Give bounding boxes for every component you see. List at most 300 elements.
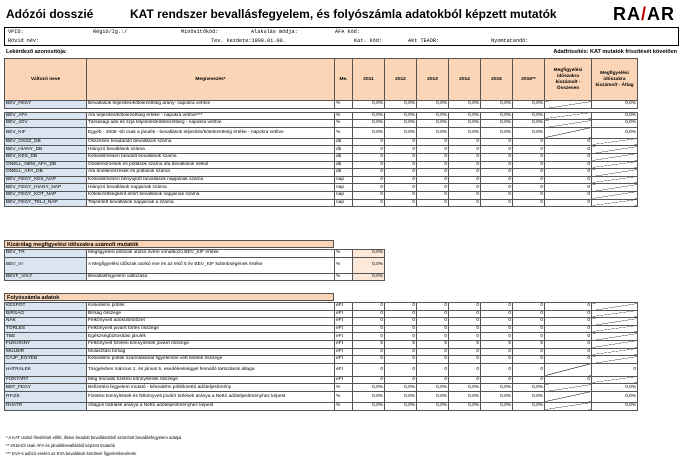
row-avg-na (592, 138, 638, 146)
row-avg-na (592, 325, 638, 333)
row-sum: 0 (545, 318, 592, 326)
row-value: 0 (481, 138, 513, 146)
row-code: BEVF_VALT (5, 273, 87, 281)
row-value: 0,0% (449, 120, 481, 128)
row-value: 0 (513, 363, 545, 376)
table-row (5, 176, 638, 184)
row-value: 0,0% (353, 273, 385, 281)
row-code: ONELL_AFA_DB (5, 169, 87, 177)
row-code: CAJF_EGYEB (5, 356, 87, 364)
row-value: 0 (353, 325, 385, 333)
row-value: 0,0% (385, 384, 417, 392)
footnote: *** EVA-s adózó esetén az EVA bevallások kerülnek figyelembevételre (6, 451, 137, 456)
row-name: Mulasztási bírság (87, 348, 335, 356)
row-avg-na (592, 340, 638, 348)
row-value: 0 (449, 161, 481, 169)
row-unit: % (335, 402, 353, 410)
row-value: 0 (481, 363, 513, 376)
row-value: 0 (513, 348, 545, 356)
table-row (5, 161, 638, 169)
row-unit: nap (335, 184, 353, 192)
row-name: Kötelezettségként előírt bevallások napjainak száma (87, 191, 335, 199)
row-sum: 0 (545, 153, 592, 161)
row-avg-na (592, 146, 638, 154)
row-unit: eFt (335, 348, 353, 356)
row-value: 0 (513, 176, 545, 184)
row-value: 0,0% (385, 120, 417, 128)
info-start-date: Tev. kezdete:1900.01.00. (211, 38, 286, 44)
info-printable: Nyomtatandó: (491, 38, 529, 44)
row-value: 0,0% (513, 101, 545, 109)
row-avg-na (592, 348, 638, 356)
row-value: 0,0% (481, 112, 513, 120)
row-name: Áfa teljesítés/kötelezettség értéke - napokra vetítve*** (87, 112, 335, 120)
row-value: 0,0% (481, 101, 513, 109)
row-value: 0 (481, 376, 513, 384)
row-code: BEV_VI (5, 257, 87, 273)
row-value: 0 (481, 161, 513, 169)
row-value: 0 (513, 184, 545, 192)
row-value: 0 (481, 191, 513, 199)
row-value: 0,0% (449, 127, 481, 138)
row-value: 0 (353, 199, 385, 207)
row-value: 0 (353, 153, 385, 161)
row-name: Befizetési fegyelem mutató - késedelmi pótléknettó adóteljesítmény (87, 384, 335, 392)
row-value: 0,0% (449, 384, 481, 392)
table-row (5, 384, 638, 392)
row-value: 0,0% (449, 101, 481, 109)
row-unit: eFt (335, 333, 353, 341)
row-value: 0 (417, 199, 449, 207)
row-value: 0 (513, 376, 545, 384)
row-code: BEF_FEGY (5, 384, 87, 392)
row-unit: eFt (335, 318, 353, 326)
row-value: 0 (353, 161, 385, 169)
row-value: 0 (417, 348, 449, 356)
row-value: 0,0% (417, 112, 449, 120)
row-unit: eFt (335, 340, 353, 348)
row-code: BEV_FEGY_TELJ_NAP (5, 199, 87, 207)
row-name: Felkönyvelt adókülönbözet (87, 318, 335, 326)
col-header-code: Változó neve (5, 59, 87, 101)
footnote: ** 2016-tól csak ÁFA és járulékbevallásból képzett mutatók (6, 443, 115, 448)
info-vpid: VPID: (8, 29, 24, 35)
info-teaor: Akt TEAOR: (408, 38, 440, 44)
row-value: 0,0% (449, 402, 481, 410)
row-value: 0 (449, 325, 481, 333)
info-category-code: Kat. kód: (354, 38, 383, 44)
row-value: 0 (513, 138, 545, 146)
row-unit: % (335, 273, 353, 281)
row-value: 0 (417, 176, 449, 184)
row-name: Önellenőrzések és pótlások száma áfa bevallások nélkül (87, 161, 335, 169)
row-code: BEV_KIF (5, 127, 87, 138)
row-avg: 0 (592, 363, 638, 376)
row-avg: 0,0% (592, 120, 638, 128)
row-avg-na (592, 169, 638, 177)
row-value: 0 (385, 333, 417, 341)
row-code: RHATR (5, 402, 87, 410)
row-code: KESPOT (5, 303, 87, 311)
row-value: 0,0% (353, 250, 385, 258)
table-row (5, 169, 638, 177)
row-value: 0 (417, 153, 449, 161)
row-value: 0 (417, 310, 449, 318)
row-value: 0 (353, 310, 385, 318)
row-value: 0,0% (353, 391, 385, 402)
row-value: 0,0% (513, 384, 545, 392)
row-avg-na (592, 199, 638, 207)
row-value: 0 (513, 318, 545, 326)
table-row (5, 348, 638, 356)
row-value: 0 (481, 310, 513, 318)
info-vat-code: ÁFA kód: (335, 29, 360, 35)
table-row (5, 273, 385, 281)
row-unit: % (335, 384, 353, 392)
row-value: 0 (385, 310, 417, 318)
row-code: BEV_FEGY_HIANY_NAP (5, 184, 87, 192)
table-row (5, 325, 638, 333)
row-unit: eFt (335, 356, 353, 364)
row-name: Bevallások teljesítés/kötelezettség arány- napokra vetítve (87, 101, 335, 109)
row-code: BEV_TR (5, 250, 87, 258)
row-value: 0,0% (417, 127, 449, 138)
doc-title: Adózói dosszié (6, 7, 94, 21)
row-avg-na (592, 176, 638, 184)
row-value: 0 (449, 356, 481, 364)
row-code: BEV_OSSZ_DB (5, 138, 87, 146)
table-header-row (5, 59, 638, 101)
row-value: 0 (417, 363, 449, 376)
row-avg-na (592, 303, 638, 311)
row-unit: nap (335, 176, 353, 184)
row-value: 0 (449, 169, 481, 177)
table-row (5, 376, 638, 384)
row-value: 0,0% (353, 402, 385, 410)
row-value: 0 (417, 169, 449, 177)
col-header-year: 2012 (385, 59, 417, 101)
account-data-table (4, 302, 638, 411)
row-value: 0,0% (417, 101, 449, 109)
row-code: NAK (5, 318, 87, 326)
row-unit: % (335, 101, 353, 109)
row-value: 0,0% (353, 127, 385, 138)
row-value: 0 (385, 199, 417, 207)
row-name: Felkönyvelt jóváírt törlés összege (87, 325, 335, 333)
row-value: 0 (513, 169, 545, 177)
row-value: 0 (353, 146, 385, 154)
row-value: 0 (385, 184, 417, 192)
table-row (5, 257, 385, 273)
row-value: 0,0% (385, 127, 417, 138)
row-value: 0 (449, 318, 481, 326)
row-value: 0 (449, 176, 481, 184)
row-value: 0 (417, 340, 449, 348)
row-value: 0,0% (481, 391, 513, 402)
row-sum-na (545, 127, 592, 138)
taxpayer-info-box (4, 27, 679, 46)
row-value: 0 (449, 376, 481, 384)
col-header-name: Megnevezés* (87, 59, 335, 101)
row-value: 0,0% (353, 101, 385, 109)
table-row (5, 333, 638, 341)
row-sum-na (545, 120, 592, 128)
row-value: 0 (481, 146, 513, 154)
row-value: 0,0% (449, 112, 481, 120)
col-header-sum: Megfigyelési időszakra kiszámolt - Összesen (545, 59, 592, 101)
row-name: Bírság összege (87, 310, 335, 318)
row-value: 0,0% (385, 112, 417, 120)
row-value: 0 (449, 153, 481, 161)
report-title: KAT rendszer bevallásfegyelem, és folyószámla adatokból képzett mutatók (130, 7, 557, 21)
row-value: 0 (385, 363, 417, 376)
row-value: 0 (417, 191, 449, 199)
row-sum: 0 (545, 376, 592, 384)
row-sum-na (545, 112, 592, 120)
table-row (5, 112, 638, 120)
row-avg-na (592, 310, 638, 318)
row-sum: 0 (545, 161, 592, 169)
row-value: 0 (449, 199, 481, 207)
row-value: 0 (417, 318, 449, 326)
row-name: Késedelmesen benyújtott bevallások napjainak száma (87, 176, 335, 184)
row-value: 0 (353, 348, 385, 356)
row-unit: eFt (335, 376, 353, 384)
table-row (5, 363, 638, 376)
row-value: 0 (481, 303, 513, 311)
row-value: 0 (449, 303, 481, 311)
row-value: 0 (353, 138, 385, 146)
table-row (5, 127, 638, 138)
row-avg-na (592, 333, 638, 341)
row-value: 0 (353, 191, 385, 199)
row-value: 0 (481, 153, 513, 161)
row-code: TORLES (5, 325, 87, 333)
row-sum: 0 (545, 138, 592, 146)
table-row (5, 250, 385, 258)
table-row (5, 303, 638, 311)
row-value: 0 (385, 146, 417, 154)
row-avg: 0,0% (592, 127, 638, 138)
row-avg-na (592, 318, 638, 326)
row-value: 0,0% (417, 384, 449, 392)
row-value: 0 (449, 146, 481, 154)
row-code: BEV_AFA (5, 112, 87, 120)
row-avg: 0,0% (592, 112, 638, 120)
radar-logo: RA/AR (612, 4, 675, 24)
row-value: 0 (449, 340, 481, 348)
row-value: 0 (481, 356, 513, 364)
info-region: Régió/Ig.:/ (93, 29, 128, 35)
row-value: 0 (417, 146, 449, 154)
table-row (5, 391, 638, 402)
row-avg-na (592, 191, 638, 199)
row-value: 0,0% (385, 391, 417, 402)
table-row (5, 146, 638, 154)
row-name: Egyéb - 2008 -tól csak a járulék - bevallások teljesítés/kötelezettség értéke - napokra vetítve (87, 127, 335, 138)
row-value: 0 (513, 333, 545, 341)
row-value: 0 (385, 161, 417, 169)
row-value: 0 (385, 356, 417, 364)
row-name: Felkönyvelt fizetési könnyítések jóváírt összege (87, 340, 335, 348)
row-avg-na (592, 356, 638, 364)
row-value: 0 (481, 318, 513, 326)
row-sum: 0 (545, 191, 592, 199)
row-value: 0 (417, 184, 449, 192)
row-value: 0,0% (385, 402, 417, 410)
row-value: 0,0% (513, 391, 545, 402)
row-unit: % (335, 391, 353, 402)
row-value: 0 (385, 153, 417, 161)
row-value: 0 (449, 138, 481, 146)
row-value: 0 (481, 169, 513, 177)
row-sum-na (545, 363, 592, 376)
table-row (5, 184, 638, 192)
table-row (5, 191, 638, 199)
row-value: 0 (481, 325, 513, 333)
row-value: 0 (417, 303, 449, 311)
row-code: BEV_FEGY_KES_NAP (5, 176, 87, 184)
row-value: 0 (481, 176, 513, 184)
row-sum: 0 (545, 176, 592, 184)
row-unit: nap (335, 199, 353, 207)
row-code: BEV_HIANY_DB (5, 146, 87, 154)
row-unit: eFt (335, 303, 353, 311)
period-metrics-table (4, 249, 385, 281)
row-name: Fizetési könnyítések és felkönyvelt jóváírt törlések aránya a Nettó adóteljesítményhez képest (87, 391, 335, 402)
row-sum-na (545, 402, 592, 410)
table-row (5, 120, 638, 128)
row-sum-na (545, 391, 592, 402)
row-unit: db (335, 138, 353, 146)
row-code: BIRSAG (5, 310, 87, 318)
page-header (4, 4, 679, 26)
section-title-period-metrics: Kizárólag megfigyelési időszakra számolt mutatók (4, 240, 334, 248)
row-sum: 0 (545, 303, 592, 311)
row-avg: 0,0% (592, 101, 638, 109)
row-value: 0,0% (353, 257, 385, 273)
row-value: 0,0% (481, 402, 513, 410)
row-name: Társasági adó és szja teljesítés/kötelezettség - napokra vetítve (87, 120, 335, 128)
row-value: 0 (513, 146, 545, 154)
row-value: 0 (353, 376, 385, 384)
col-header-year: 2011 (353, 59, 385, 101)
col-header-year: 2013 (417, 59, 449, 101)
table-row (5, 402, 638, 410)
table-row (5, 318, 638, 326)
row-code: FIZKTART (5, 376, 87, 384)
row-avg: 0,0% (592, 384, 638, 392)
row-value: 0 (353, 356, 385, 364)
row-value: 0 (513, 340, 545, 348)
row-name: Összesen beadandó bevallások száma (87, 138, 335, 146)
row-value: 0 (353, 340, 385, 348)
row-unit: db (335, 161, 353, 169)
row-value: 0,0% (513, 112, 545, 120)
row-value: 0 (417, 138, 449, 146)
row-name: Tárgyévben március 1. és június 5. esedékességgel fennálló tartozások átlaga (87, 363, 335, 376)
row-value: 0 (385, 318, 417, 326)
row-value: 0 (417, 333, 449, 341)
metrics-table (4, 58, 638, 207)
row-value: 0,0% (385, 101, 417, 109)
row-value: 0 (385, 325, 417, 333)
col-header-avg: Megfigyelési időszakra kiszámolt - Átlag (592, 59, 638, 101)
row-sum: 0 (545, 169, 592, 177)
row-code: BEV_KES_DB (5, 153, 87, 161)
row-name: Átlagos hátralék aránya a Nettó adóteljesítményhez képest (87, 402, 335, 410)
row-value: 0 (513, 356, 545, 364)
row-unit: db (335, 146, 353, 154)
row-value: 0 (353, 303, 385, 311)
row-unit: eFt (335, 310, 353, 318)
row-value: 0 (385, 191, 417, 199)
col-header-year: 2016** (513, 59, 545, 101)
row-sum-na (545, 101, 592, 109)
row-unit: db (335, 169, 353, 177)
row-code: RFIZK (5, 391, 87, 402)
row-avg-na (592, 153, 638, 161)
row-sum: 0 (545, 199, 592, 207)
table-row (5, 356, 638, 364)
row-code: ONELL_NEM_AFA_DB (5, 161, 87, 169)
row-unit: % (335, 120, 353, 128)
query-id-label: Lekérdező azonosítója: (6, 49, 67, 55)
row-value: 0 (385, 340, 417, 348)
row-avg-na (592, 376, 638, 384)
row-sum-na (545, 384, 592, 392)
row-unit: % (335, 127, 353, 138)
row-value: 0 (513, 191, 545, 199)
row-value: 0 (513, 303, 545, 311)
row-value: 0 (449, 184, 481, 192)
section-title-account-data: Folyószámla adatok (4, 293, 334, 301)
row-value: 0 (513, 161, 545, 169)
row-value: 0 (481, 340, 513, 348)
footnotes (6, 434, 181, 458)
row-code: HATRALEK (5, 363, 87, 376)
row-value: 0,0% (417, 120, 449, 128)
row-value: 0 (513, 325, 545, 333)
col-header-year: 2014 (449, 59, 481, 101)
row-code: MULBIR (5, 348, 87, 356)
row-value: 0,0% (353, 384, 385, 392)
row-value: 0 (513, 153, 545, 161)
row-name: Megfigyelési időszak utolsó évére vonatkozó BEV_KIF értéke (87, 250, 335, 258)
row-value: 0,0% (449, 391, 481, 402)
row-sum: 0 (545, 146, 592, 154)
table-row (5, 138, 638, 146)
row-value: 0,0% (417, 391, 449, 402)
row-value: 0 (385, 348, 417, 356)
row-unit: eFt (335, 363, 353, 376)
row-value: 0 (353, 184, 385, 192)
row-code: TBE (5, 333, 87, 341)
table-row (5, 153, 638, 161)
row-value: 0 (449, 310, 481, 318)
row-avg-na (592, 161, 638, 169)
row-value: 0 (385, 176, 417, 184)
row-value: 0,0% (481, 127, 513, 138)
row-name: Hiányzó bevallások napjainak száma (87, 184, 335, 192)
row-value: 0 (417, 356, 449, 364)
row-code: BEV_FEGY (5, 101, 87, 109)
row-sum: 0 (545, 333, 592, 341)
row-value: 0,0% (417, 402, 449, 410)
row-sum: 0 (545, 348, 592, 356)
row-value: 0 (353, 318, 385, 326)
row-name: Késedelmesen beadott bevallások száma (87, 153, 335, 161)
